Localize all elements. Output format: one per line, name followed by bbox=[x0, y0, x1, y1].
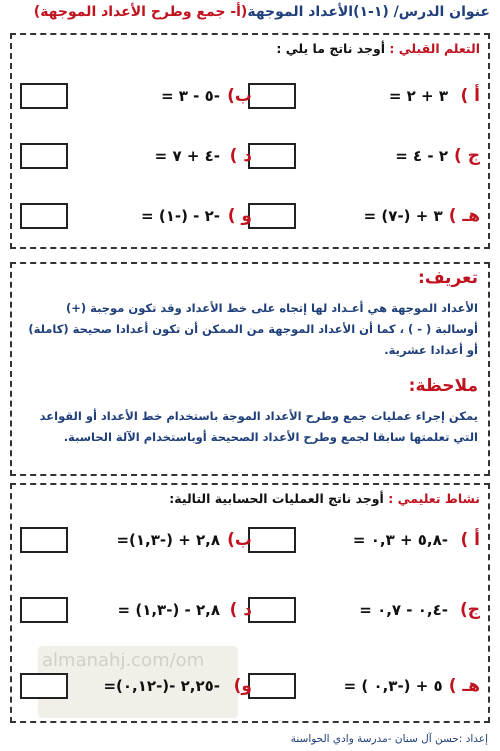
prior-learning-label: التعلم القبلي : bbox=[389, 41, 480, 56]
exercise-a bbox=[248, 81, 480, 111]
exercise-expression: -٥ - ٣ = bbox=[160, 87, 220, 105]
note-text: يمكن إجراء عمليات جمع وطرح الأعداد الموجة باستخدام خط الأعداد أو القواعد التي تعلمتها سابقا لجمع وطرح الأعداد الصحيحة أوباستخدام الآلة الحاسبة. bbox=[39, 409, 478, 444]
definition-box bbox=[10, 262, 490, 476]
activity-a bbox=[248, 525, 480, 555]
activity-expression: ٥ + (-٠,٣ ) = bbox=[343, 677, 443, 695]
answer-box[interactable] bbox=[20, 673, 68, 699]
exercise-label: د ) bbox=[229, 146, 252, 166]
activity-b bbox=[20, 525, 252, 555]
answer-box[interactable] bbox=[20, 143, 68, 169]
activity-f bbox=[20, 671, 252, 701]
exercise-expression: ٣ + (-٧) = bbox=[363, 207, 443, 225]
activity-d bbox=[20, 595, 252, 625]
exercise-b bbox=[20, 81, 252, 111]
activity-c bbox=[248, 595, 480, 625]
exercise-label: ج ) bbox=[454, 146, 480, 166]
exercise-row bbox=[20, 201, 480, 231]
activity-label-e: هـ ) bbox=[448, 676, 480, 696]
exercise-expression: -٤ + ٧ = bbox=[154, 147, 220, 165]
activity-expression: ٢,٨ - (-١,٣) = bbox=[117, 601, 220, 619]
exercise-label: ب) bbox=[227, 86, 252, 106]
answer-box[interactable] bbox=[248, 83, 296, 109]
activity-expression: ٢,٨ + (-١,٣)= bbox=[116, 531, 220, 549]
activity-label-b: ب) bbox=[227, 530, 252, 550]
exercise-label: و ) bbox=[227, 206, 252, 226]
activity-expression: -٠,٤ - ٠,٧ = bbox=[359, 601, 448, 619]
exercise-row bbox=[20, 141, 480, 171]
answer-box[interactable] bbox=[20, 203, 68, 229]
exercise-label: أ ) bbox=[460, 86, 480, 106]
prior-learning-box bbox=[10, 33, 490, 249]
activity-label-c: ج) bbox=[459, 600, 480, 620]
note-title: ملاحظة: bbox=[408, 376, 478, 396]
prior-learning-heading bbox=[276, 41, 480, 56]
author-footer: إعداد :حسن آل سنان -مدرسة وادي الحواسنة bbox=[290, 733, 488, 745]
exercise-f bbox=[20, 201, 252, 231]
exercise-c bbox=[248, 141, 480, 171]
exercise-expression: -٢ - (-١) = bbox=[141, 207, 220, 225]
activity-heading bbox=[169, 491, 480, 506]
exercise-expression: ٣ + ٢ = bbox=[388, 87, 448, 105]
answer-box[interactable] bbox=[248, 527, 296, 553]
activity-row bbox=[20, 525, 480, 555]
lesson-subtitle: (أ- جمع وطرح الأعداد الموجهة) bbox=[33, 4, 248, 20]
exercise-expression: ٢ - ٤ = bbox=[395, 147, 448, 165]
answer-box[interactable] bbox=[248, 203, 296, 229]
answer-box[interactable] bbox=[20, 83, 68, 109]
answer-box[interactable] bbox=[20, 527, 68, 553]
answer-box[interactable] bbox=[20, 597, 68, 623]
activity-label-f: و) bbox=[233, 676, 252, 696]
activity-row bbox=[20, 595, 480, 625]
answer-box[interactable] bbox=[248, 673, 296, 699]
exercise-label: هـ ) bbox=[448, 206, 480, 226]
answer-box[interactable] bbox=[248, 597, 296, 623]
activity-label: نشاط تعليمي : bbox=[388, 491, 480, 506]
lesson-title-prefix: عنوان الدرس/ (١-١)الأعداد الموجهة bbox=[247, 4, 490, 20]
exercise-d bbox=[20, 141, 252, 171]
activity-e bbox=[248, 671, 480, 701]
prior-learning-instruction: أوجد ناتج ما يلي : bbox=[276, 41, 386, 56]
activity-instruction: أوجد ناتج العمليات الحسابية التالية: bbox=[169, 491, 384, 506]
activity-expression: -٥,٨ + ٠,٣ = bbox=[352, 531, 448, 549]
exercise-row bbox=[20, 81, 480, 111]
activity-label-d: د ) bbox=[229, 600, 252, 620]
activity-label-a: أ ) bbox=[460, 530, 480, 550]
definition-title: تعريف: bbox=[418, 268, 478, 288]
exercise-e bbox=[248, 201, 480, 231]
activity-row bbox=[20, 671, 480, 701]
answer-box[interactable] bbox=[248, 143, 296, 169]
activity-expression: -٢,٢٥ -(-٠,١٢)= bbox=[103, 677, 220, 695]
watermark-text: almanahj.com/om bbox=[42, 650, 205, 671]
activity-box bbox=[10, 483, 490, 723]
definition-text: الأعداد الموجهة هي أعـداد لها إتجاه على خط الأعداد وقد تكون موجبة (+) أوسالبة ( - ) ، كما أن الأعداد الموجهة من الممكن أن تكون أعدادا صحيحة (كاملة) أو أعدادا عشرية. bbox=[28, 301, 478, 357]
lesson-title bbox=[10, 4, 490, 28]
